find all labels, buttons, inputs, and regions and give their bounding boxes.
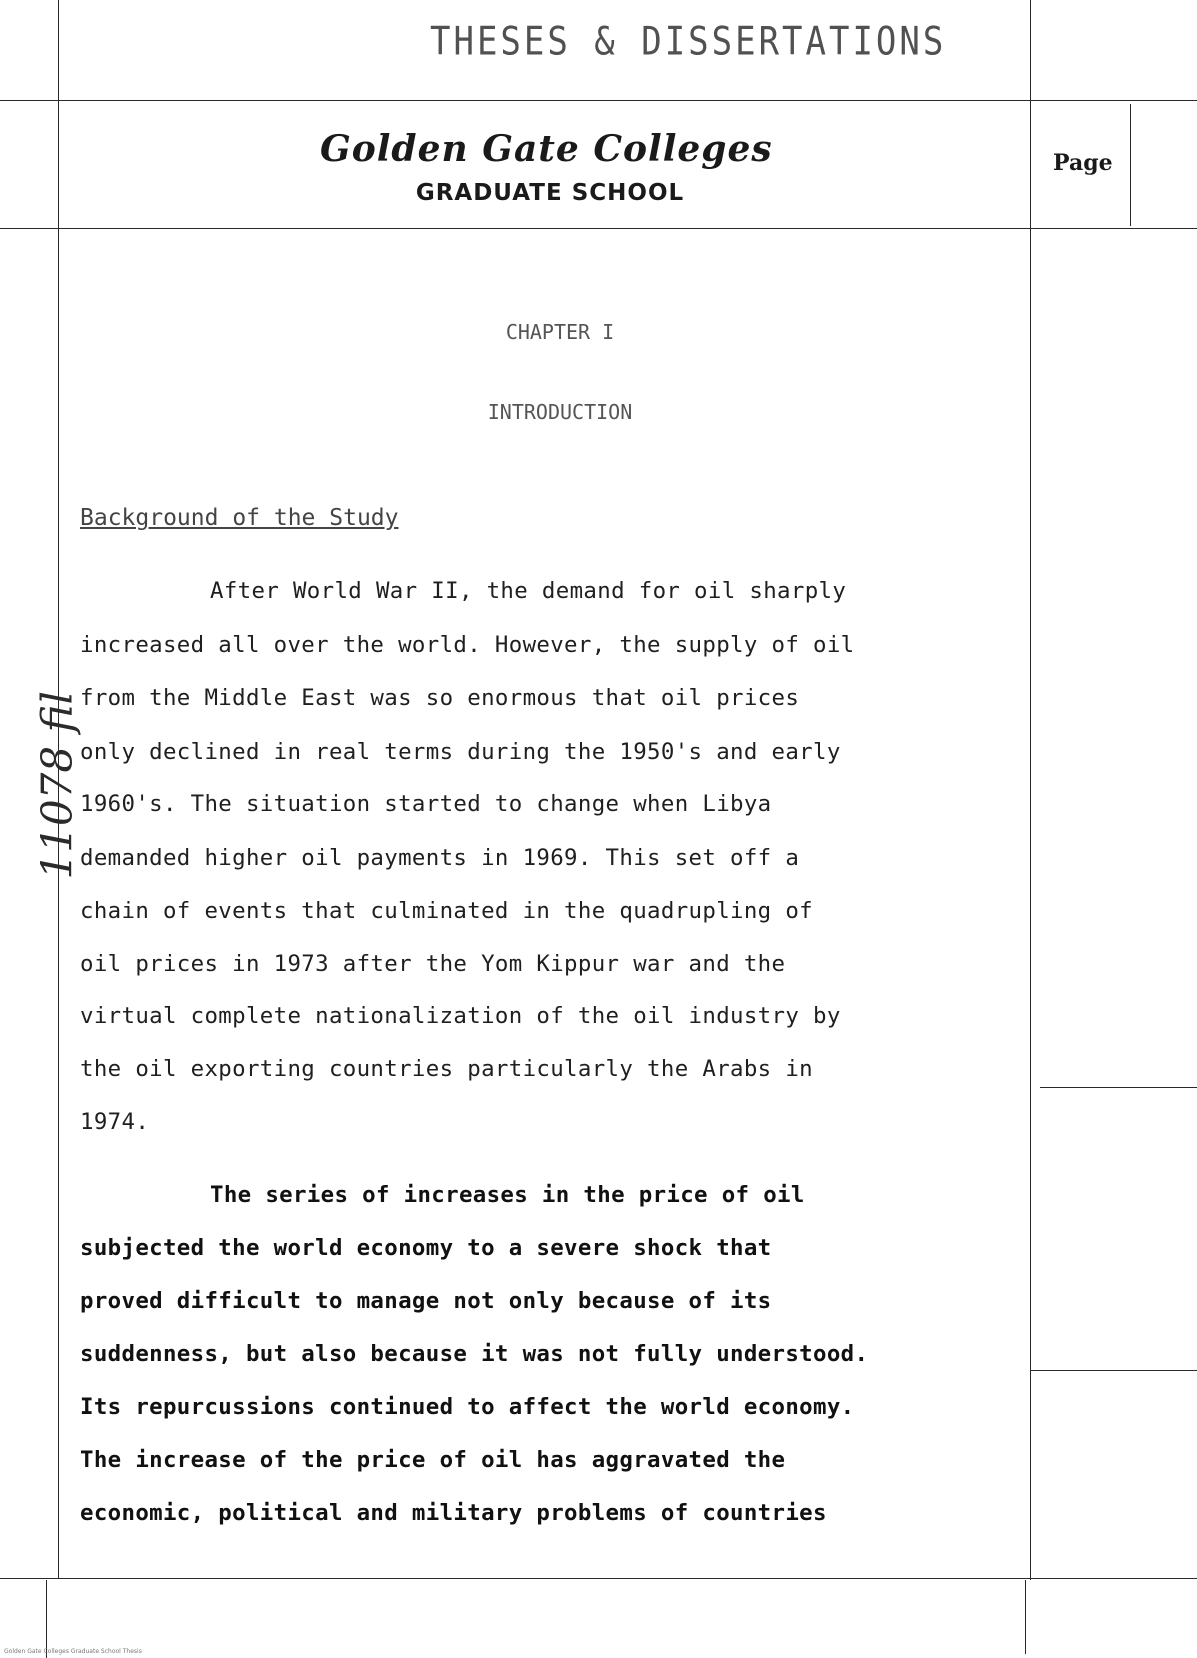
paragraph-line: subjected the world economy to a severe shock that — [80, 1235, 772, 1261]
section-heading: Background of the Study — [80, 505, 399, 531]
right-margin-line — [1030, 0, 1031, 1580]
right-margin-tick-1 — [1040, 1087, 1197, 1088]
right-margin-tick-2 — [1030, 1370, 1197, 1371]
left-footer-line — [46, 1580, 47, 1658]
chapter-number: CHAPTER I — [505, 320, 615, 344]
footer-rule — [0, 1578, 1197, 1579]
college-name: Golden Gate Colleges — [320, 128, 773, 170]
paragraph-line: from the Middle East was so enormous that oil prices — [80, 685, 800, 711]
paragraph-line: virtual complete nationalization of the oil industry by — [80, 1003, 841, 1029]
paragraph-line: proved difficult to manage not only because of its — [80, 1288, 772, 1314]
paragraph-line: Its repurcussions continued to affect the world economy. — [80, 1394, 855, 1420]
paragraph-line: oil prices in 1973 after the Yom Kippur war and the — [80, 951, 786, 977]
paragraph-line: The series of increases in the price of oil — [210, 1182, 805, 1208]
paragraph-line: 1974. — [80, 1109, 150, 1135]
page-label: Page — [1053, 150, 1113, 176]
theses-stamp: THESES & DISSERTATIONS — [430, 19, 947, 65]
paragraph-line: demanded higher oil payments in 1969. This set off a — [80, 845, 800, 871]
paragraph-line: The increase of the price of oil has aggravated the — [80, 1447, 786, 1473]
paragraph-line: suddenness, but also because it was not fully understood. — [80, 1341, 869, 1367]
paragraph-line: the oil exporting countries particularly the Arabs in — [80, 1056, 814, 1082]
paragraph-line: increased all over the world. However, the supply of oil — [80, 632, 855, 658]
paragraph-line: 1960's. The situation started to change when Libya — [80, 791, 772, 817]
chapter-title: INTRODUCTION — [487, 400, 633, 424]
paragraph-line: chain of events that culminated in the quadrupling of — [80, 898, 814, 924]
footer-tiny-text: Golden Gate Colleges Graduate School Thesis — [4, 1648, 142, 1655]
graduate-school-label: GRADUATE SCHOOL — [415, 180, 685, 206]
paragraph-line: economic, political and military problems of countries — [80, 1500, 827, 1526]
paragraph-line: only declined in real terms during the 1950's and early — [80, 739, 841, 765]
handwritten-margin-note: 11078 fil — [32, 691, 82, 880]
header-bottom-rule — [0, 228, 1197, 229]
right-footer-line — [1025, 1580, 1026, 1654]
page-box-divider — [1130, 104, 1131, 226]
top-rule — [0, 100, 1197, 101]
paragraph-line: After World War II, the demand for oil sharply — [210, 578, 847, 604]
